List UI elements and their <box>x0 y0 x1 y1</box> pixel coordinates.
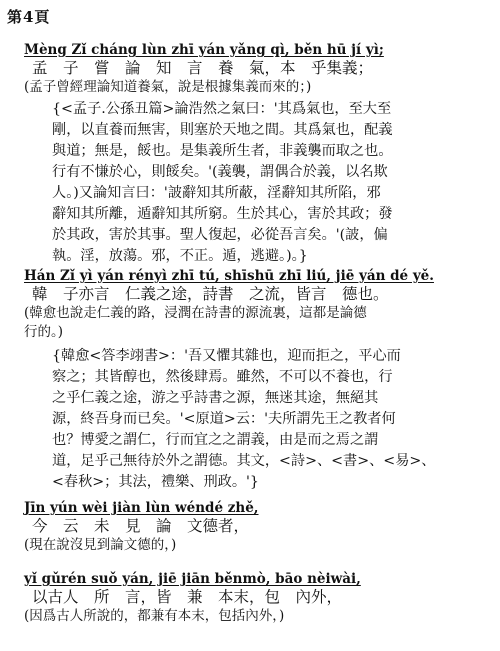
pinyin-line: yǐ gǔrén suǒ yán, jiē jiān běnmò, bāo nèiwài, <box>24 571 361 587</box>
note-line: 也？博愛之謂仁，行而宜之之謂義，由是而之焉之謂 <box>52 432 379 448</box>
hanzi-line: 今 云 未 見 論 文德者， <box>32 517 250 535</box>
hanzi-line: 以古人 所 言，皆 兼 本末，包 內外， <box>32 588 343 606</box>
section-jinyun <box>24 500 494 555</box>
note-line: <春秋>；其法，禮樂、刑政。'} <box>52 474 259 490</box>
hanzi-line: 韓 子亦言 仁義之途，詩書 之流，皆言 德也。 <box>32 285 389 303</box>
note-line: {韓愈<答李翊書>：'吾又懼其雜也，迎而拒之，平心而 <box>52 348 401 364</box>
note-hanyu <box>52 346 435 493</box>
gloss-line: 行的。) <box>24 324 64 340</box>
pinyin-line: Jīn yún wèi jiàn lùn wéndé zhě, <box>24 500 259 516</box>
hanzi-line: 孟 子 嘗 論 知 言 養 氣，本 乎集義； <box>32 59 374 77</box>
note-line: 辭知其所離，遁辭知其所窮。生於其心，害於其政；發 <box>52 206 393 222</box>
note-mengzi <box>52 99 393 267</box>
pinyin-line: Hán Zǐ yì yán rényì zhī tú, shīshū zhī liú, jiē yán dé yě. <box>24 268 434 284</box>
gloss-line: (孟子曾經理論知道養氣，說是根據集義而來的；) <box>24 79 312 95</box>
section-hanzi <box>24 268 494 342</box>
note-line: 源，終吾身而已矣。'<原道>云：'夫所謂先王之教者何 <box>52 411 396 427</box>
gloss-line: (韓愈也說走仁義的路，浸潤在詩書的源流裏，這都是論德 <box>24 305 367 321</box>
note-line: 人。)又論知言曰：'詖辭知其所蔽，淫辭知其所陷，邪 <box>52 185 381 201</box>
note-line: 道，足乎己無待於外之謂德。其文，<詩>、<書>、<易>、 <box>52 453 436 469</box>
gloss-line: (現在說沒見到論文德的，) <box>24 537 177 553</box>
note-line: 執。淫，放蕩。邪，不正。遁，逃避。)。} <box>52 248 308 264</box>
note-line: 剛，以直養而無害，則塞於天地之間。其爲氣也，配義 <box>52 122 393 138</box>
note-line: 與道；無是，餒也。是集義所生者，非義襲而取之也。 <box>52 143 393 159</box>
note-line: 之乎仁義之途，游之乎詩書之源，無迷其途，無絕其 <box>52 390 379 406</box>
pinyin-line: Mèng Zǐ cháng lùn zhī yán yǎng qì, běn hū jí yì; <box>24 42 384 58</box>
note-line: 察之；其皆醇也，然後肆焉。雖然，不可以不養也，行 <box>52 369 393 385</box>
gloss-line: (因爲古人所說的，都兼有本末，包括內外，) <box>24 608 285 624</box>
section-yiguren <box>24 571 494 626</box>
note-line: 於其政，害於其事。聖人復起，必從吾言矣。'(詖，偏 <box>52 227 388 243</box>
section-mengzi <box>24 42 494 97</box>
note-line: {<孟子.公孫丑篇>論浩然之氣曰：'其爲氣也，至大至 <box>52 101 392 117</box>
note-line: 行有不慊於心，則餒矣。'(義襲，謂偶合於義，以名欺 <box>52 164 388 180</box>
page-number-header: 第4頁 <box>7 8 51 26</box>
